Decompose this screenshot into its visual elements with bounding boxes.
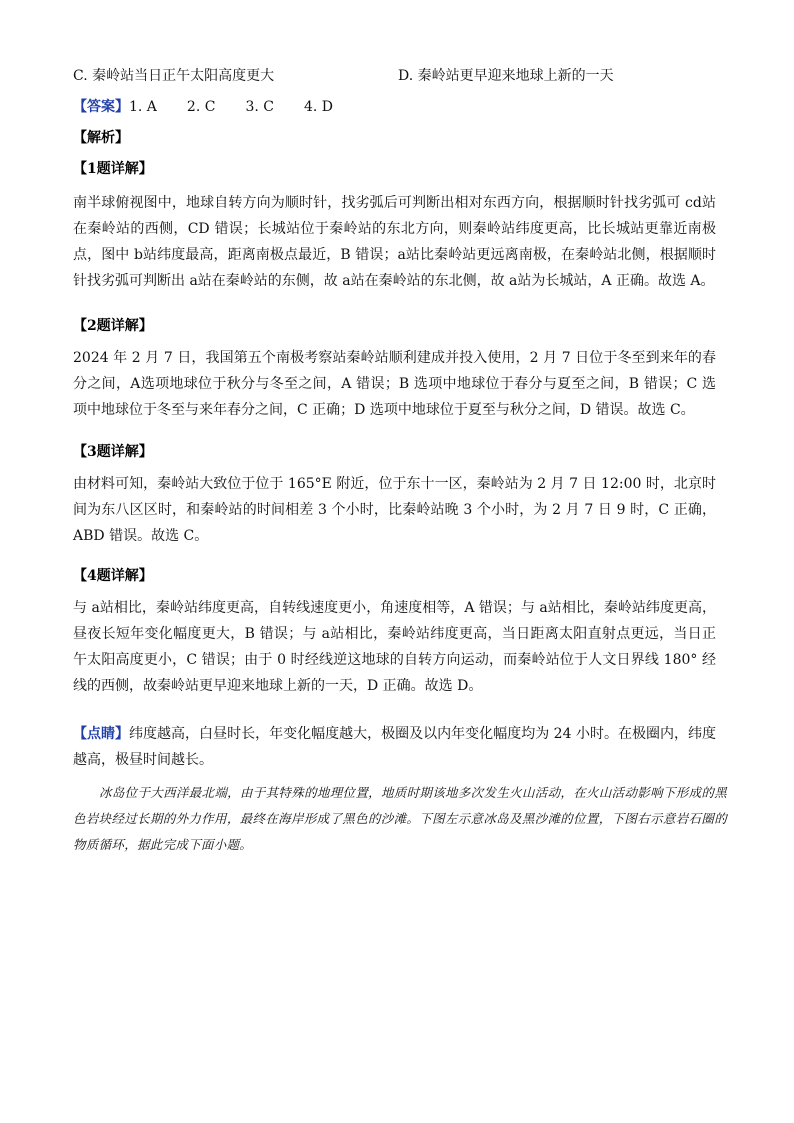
option-d: D. 秦岭站更早迎来地球上新的一天 bbox=[398, 68, 614, 84]
answer-label: 【答案】 bbox=[73, 99, 129, 115]
options-row bbox=[73, 66, 733, 86]
q4-heading: 【4题详解】 bbox=[73, 568, 153, 584]
highlight-label: 【点睛】 bbox=[73, 726, 130, 742]
analysis-label: 【解析】 bbox=[73, 130, 129, 146]
q3-heading: 【3题详解】 bbox=[73, 444, 153, 460]
option-c: C. 秦岭站当日正午太阳高度更大 bbox=[73, 68, 275, 84]
answer-item: 3. C bbox=[245, 99, 274, 115]
answer-item: 2. C bbox=[186, 99, 216, 115]
highlight-text: 纬度越高，白昼时长，年变化幅度越大，极圈及以内年变化幅度均为 24 小时。在极圈内，纬度越高，极昼时间越长。 bbox=[73, 726, 716, 768]
answer-item: 1. A bbox=[129, 99, 157, 115]
answer-row bbox=[73, 97, 363, 117]
q1-heading: 【1题详解】 bbox=[73, 161, 153, 177]
q2-text: 2024 年 2 月 7 日，我国第五个南极考察站秦岭站顺利建成并投入使用，2 月 7 日位于冬至到来年的春分之间，A选项地球位于秋分与冬至之间，A 错误；B 选项中地球位于春分与夏至之间，B 错误；C 选项中地球位于冬至与来年春分之间，C 正确；D 选项中地球位于夏至与秋分之间，D 错误。故选 C。 bbox=[73, 350, 716, 418]
answer-list bbox=[129, 97, 363, 117]
q3-text: 由材料可知，秦岭站大致位于位于 165°E 附近，位于东十一区，秦岭站为 2 月 7 日 12:00 时，北京时间为东八区区时，和秦岭站的时间相差 3 个小时，比秦岭站晚 3 个小时，为 2 月 7 日 9 时，C 正确，ABD 错误。故选 C。 bbox=[73, 476, 716, 544]
answer-item: 4. D bbox=[303, 99, 334, 115]
q1-text: 南半球俯视图中，地球自转方向为顺时针，找劣弧后可判断出相对东西方向，根据顺时针找劣弧可 cd站在秦岭站的西侧，CD 错误；长城站位于秦岭站的东北方向，则秦岭站纬度更高，比长城站更靠近南极点，图中 b站纬度最高，距离南极点最近，B 错误；a站比秦岭站更远离南极，在秦岭站北侧，根据顺时针找劣弧可判断出 a站在秦岭站的东侧，故 a站在秦岭站的东北侧，故 a站为长城站，A 正确。故选 A。 bbox=[73, 195, 716, 289]
highlight-paragraph bbox=[73, 721, 716, 773]
q2-heading: 【2题详解】 bbox=[73, 318, 153, 334]
q4-text: 与 a站相比，秦岭站纬度更高，自转线速度更小，角速度相等，A 错误；与 a站相比，秦岭站纬度更高，昼夜长短年变化幅度更大，B 错误；与 a站相比，秦岭站纬度更高，当日距离太阳直射点更远，当日正午太阳高度更小，C 错误；由于 0 时经线逆这地球的自转方向运动，而秦岭站位于人文日界线 180° 经线的西侧，故秦岭站更早迎来地球上新的一天，D 正确。故选 D。 bbox=[73, 600, 716, 694]
material-paragraph: 冰岛位于大西洋最北端，由于其特殊的地理位置，地质时期该地多次发生火山活动，在火山活动影响下形成的黑色岩块经过长期的外力作用，最终在海岸形成了黑色的沙滩。下图左示意冰岛及黑沙滩的位置，下图右示意岩石圈的物质循环，据此完成下面小题。 bbox=[73, 785, 727, 852]
